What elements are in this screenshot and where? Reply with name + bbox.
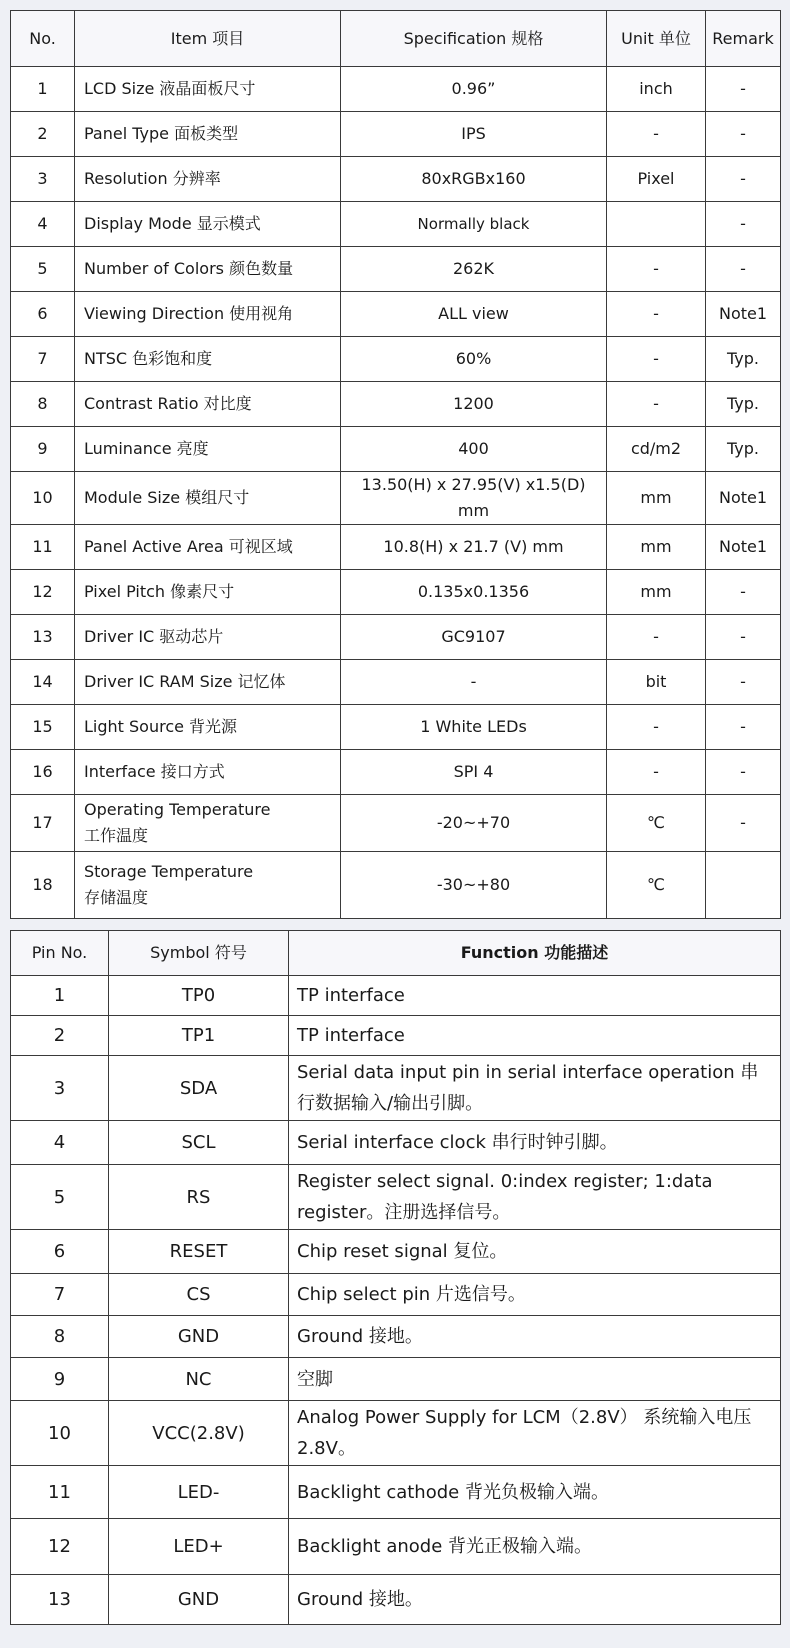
table-row xyxy=(11,1056,781,1121)
pin-header-row xyxy=(11,931,781,976)
table-row xyxy=(11,1575,781,1625)
spec-no: 12 xyxy=(11,570,75,615)
spec-item: Number of Colors 颜色数量 xyxy=(75,247,341,292)
spec-no: 1 xyxy=(11,67,75,112)
spec-remark: - xyxy=(706,570,781,615)
spec-no: 6 xyxy=(11,292,75,337)
table-row xyxy=(11,1165,781,1230)
spec-item-en: Operating Temperature xyxy=(84,800,271,819)
pin-function: Register select signal. 0:index register; 1:data register。注册选择信号。 xyxy=(289,1165,781,1230)
pin-no: 6 xyxy=(11,1230,109,1274)
pin-function: Ground 接地。 xyxy=(289,1575,781,1625)
spec-unit: - xyxy=(607,112,706,157)
spec-header-row xyxy=(11,11,781,67)
table-row xyxy=(11,157,781,202)
pin-symbol: LED- xyxy=(109,1466,289,1519)
pin-symbol: LED+ xyxy=(109,1519,289,1575)
spec-no: 10 xyxy=(11,472,75,525)
pin-no: 3 xyxy=(11,1056,109,1121)
pin-header-pin: Pin No. xyxy=(11,931,109,976)
table-row xyxy=(11,852,781,919)
table-row xyxy=(11,472,781,525)
pin-no: 11 xyxy=(11,1466,109,1519)
table-row xyxy=(11,67,781,112)
spec-remark: - xyxy=(706,705,781,750)
spec-unit: mm xyxy=(607,525,706,570)
table-row xyxy=(11,1230,781,1274)
spec-item-cn: 存储温度 xyxy=(84,888,149,907)
spec-item: Panel Active Area 可视区域 xyxy=(75,525,341,570)
spec-no: 9 xyxy=(11,427,75,472)
spec-unit: - xyxy=(607,382,706,427)
spec-remark: - xyxy=(706,795,781,852)
spec-no: 18 xyxy=(11,852,75,919)
spec-unit: mm xyxy=(607,570,706,615)
table-row xyxy=(11,427,781,472)
table-row xyxy=(11,1519,781,1575)
spec-item: Interface 接口方式 xyxy=(75,750,341,795)
spec-no: 3 xyxy=(11,157,75,202)
spec-unit: - xyxy=(607,247,706,292)
spec-value: ALL view xyxy=(341,292,607,337)
spec-no: 8 xyxy=(11,382,75,427)
spec-header-remark: Remark xyxy=(706,11,781,67)
pin-no: 8 xyxy=(11,1316,109,1358)
spec-no: 17 xyxy=(11,795,75,852)
pin-no: 12 xyxy=(11,1519,109,1575)
spec-item xyxy=(75,795,341,852)
spec-value: 10.8(H) x 21.7 (V) mm xyxy=(341,525,607,570)
spec-value: 60% xyxy=(341,337,607,382)
spec-item: Luminance 亮度 xyxy=(75,427,341,472)
spec-unit: - xyxy=(607,750,706,795)
pin-function: Backlight anode 背光正极输入端。 xyxy=(289,1519,781,1575)
table-row xyxy=(11,202,781,247)
pin-function: TP interface xyxy=(289,1016,781,1056)
table-row xyxy=(11,1466,781,1519)
table-row xyxy=(11,660,781,705)
spec-unit: - xyxy=(607,292,706,337)
pin-no: 9 xyxy=(11,1358,109,1401)
pin-symbol: NC xyxy=(109,1358,289,1401)
spec-item: Display Mode 显示模式 xyxy=(75,202,341,247)
table-row xyxy=(11,1358,781,1401)
spec-value: - xyxy=(341,660,607,705)
pin-function: Backlight cathode 背光负极输入端。 xyxy=(289,1466,781,1519)
spec-no: 16 xyxy=(11,750,75,795)
spec-item: Driver IC RAM Size 记忆体 xyxy=(75,660,341,705)
spec-unit: - xyxy=(607,615,706,660)
pin-function: Chip reset signal 复位。 xyxy=(289,1230,781,1274)
table-row xyxy=(11,1121,781,1165)
spec-header-unit: Unit 单位 xyxy=(607,11,706,67)
spec-no: 4 xyxy=(11,202,75,247)
spec-item: Pixel Pitch 像素尺寸 xyxy=(75,570,341,615)
spec-header-spec: Specification 规格 xyxy=(341,11,607,67)
spec-value: 80xRGBx160 xyxy=(341,157,607,202)
spec-table xyxy=(10,10,781,919)
pin-symbol: SCL xyxy=(109,1121,289,1165)
spec-remark: - xyxy=(706,660,781,705)
table-row xyxy=(11,615,781,660)
spec-item xyxy=(75,852,341,919)
spec-value: -20~+70 xyxy=(341,795,607,852)
spec-no: 14 xyxy=(11,660,75,705)
spec-unit: cd/m2 xyxy=(607,427,706,472)
spec-remark: - xyxy=(706,157,781,202)
table-row xyxy=(11,1316,781,1358)
spec-no: 7 xyxy=(11,337,75,382)
pin-no: 7 xyxy=(11,1274,109,1316)
spec-value: 1200 xyxy=(341,382,607,427)
spec-item: Module Size 模组尺寸 xyxy=(75,472,341,525)
table-row xyxy=(11,976,781,1016)
spec-item: NTSC 色彩饱和度 xyxy=(75,337,341,382)
spec-value: 13.50(H) x 27.95(V) x1.5(D) mm xyxy=(341,472,607,525)
pin-symbol: RS xyxy=(109,1165,289,1230)
spec-remark: Typ. xyxy=(706,337,781,382)
pin-symbol: VCC(2.8V) xyxy=(109,1401,289,1466)
pin-table xyxy=(10,930,781,1625)
table-row xyxy=(11,1401,781,1466)
spec-remark: - xyxy=(706,112,781,157)
table-row xyxy=(11,382,781,427)
table-row xyxy=(11,525,781,570)
spec-item: Viewing Direction 使用视角 xyxy=(75,292,341,337)
spec-item-cn: 工作温度 xyxy=(84,826,149,845)
pin-header-symbol: Symbol 符号 xyxy=(109,931,289,976)
pin-no: 1 xyxy=(11,976,109,1016)
spec-header-item: Item 项目 xyxy=(75,11,341,67)
pin-function: Serial interface clock 串行时钟引脚。 xyxy=(289,1121,781,1165)
spec-header-no: No. xyxy=(11,11,75,67)
spec-value: 400 xyxy=(341,427,607,472)
pin-function: Ground 接地。 xyxy=(289,1316,781,1358)
spec-remark: - xyxy=(706,67,781,112)
pin-no: 13 xyxy=(11,1575,109,1625)
pin-function: TP interface xyxy=(289,976,781,1016)
spec-item: Light Source 背光源 xyxy=(75,705,341,750)
pin-no: 10 xyxy=(11,1401,109,1466)
spec-unit: ℃ xyxy=(607,795,706,852)
spec-remark xyxy=(706,852,781,919)
spec-value: SPI 4 xyxy=(341,750,607,795)
spec-remark: Note1 xyxy=(706,472,781,525)
pin-symbol: TP0 xyxy=(109,976,289,1016)
spec-no: 11 xyxy=(11,525,75,570)
spec-value: 0.96” xyxy=(341,67,607,112)
spec-no: 13 xyxy=(11,615,75,660)
spec-value: Normally black xyxy=(341,202,607,247)
table-row xyxy=(11,292,781,337)
table-row xyxy=(11,705,781,750)
spec-value: GC9107 xyxy=(341,615,607,660)
pin-symbol: TP1 xyxy=(109,1016,289,1056)
pin-symbol: GND xyxy=(109,1316,289,1358)
pin-symbol: GND xyxy=(109,1575,289,1625)
table-row xyxy=(11,337,781,382)
pin-symbol: SDA xyxy=(109,1056,289,1121)
spec-unit: bit xyxy=(607,660,706,705)
spec-remark: - xyxy=(706,615,781,660)
spec-unit xyxy=(607,202,706,247)
table-row xyxy=(11,750,781,795)
spec-remark: Note1 xyxy=(706,292,781,337)
pin-symbol: RESET xyxy=(109,1230,289,1274)
spec-unit: - xyxy=(607,705,706,750)
spec-remark: - xyxy=(706,247,781,292)
spec-remark: Typ. xyxy=(706,382,781,427)
spec-unit: Pixel xyxy=(607,157,706,202)
pin-header-function: Function 功能描述 xyxy=(289,931,781,976)
spec-value: -30~+80 xyxy=(341,852,607,919)
pin-symbol: CS xyxy=(109,1274,289,1316)
spec-unit: - xyxy=(607,337,706,382)
spec-no: 15 xyxy=(11,705,75,750)
pin-function: Analog Power Supply for LCM（2.8V） 系统输入电压2.8V。 xyxy=(289,1401,781,1466)
spec-value: 1 White LEDs xyxy=(341,705,607,750)
pin-function: Chip select pin 片选信号。 xyxy=(289,1274,781,1316)
pin-no: 5 xyxy=(11,1165,109,1230)
spec-item: Contrast Ratio 对比度 xyxy=(75,382,341,427)
table-row xyxy=(11,570,781,615)
table-row xyxy=(11,1274,781,1316)
spec-item-en: Storage Temperature xyxy=(84,862,254,881)
table-row xyxy=(11,247,781,292)
spec-remark: Note1 xyxy=(706,525,781,570)
table-row xyxy=(11,795,781,852)
spec-remark: - xyxy=(706,750,781,795)
table-row xyxy=(11,112,781,157)
table-row xyxy=(11,1016,781,1056)
pin-no: 2 xyxy=(11,1016,109,1056)
spec-item: Driver IC 驱动芯片 xyxy=(75,615,341,660)
spec-value: 0.135x0.1356 xyxy=(341,570,607,615)
spec-value: IPS xyxy=(341,112,607,157)
spec-remark: - xyxy=(706,202,781,247)
spec-value: 262K xyxy=(341,247,607,292)
pin-no: 4 xyxy=(11,1121,109,1165)
spec-no: 5 xyxy=(11,247,75,292)
spec-unit: inch xyxy=(607,67,706,112)
spec-item: LCD Size 液晶面板尺寸 xyxy=(75,67,341,112)
pin-function: 空脚 xyxy=(289,1358,781,1401)
spec-remark: Typ. xyxy=(706,427,781,472)
spec-unit: mm xyxy=(607,472,706,525)
spec-item: Panel Type 面板类型 xyxy=(75,112,341,157)
pin-function: Serial data input pin in serial interface operation 串行数据输入/输出引脚。 xyxy=(289,1056,781,1121)
spec-unit: ℃ xyxy=(607,852,706,919)
spec-no: 2 xyxy=(11,112,75,157)
spec-item: Resolution 分辨率 xyxy=(75,157,341,202)
